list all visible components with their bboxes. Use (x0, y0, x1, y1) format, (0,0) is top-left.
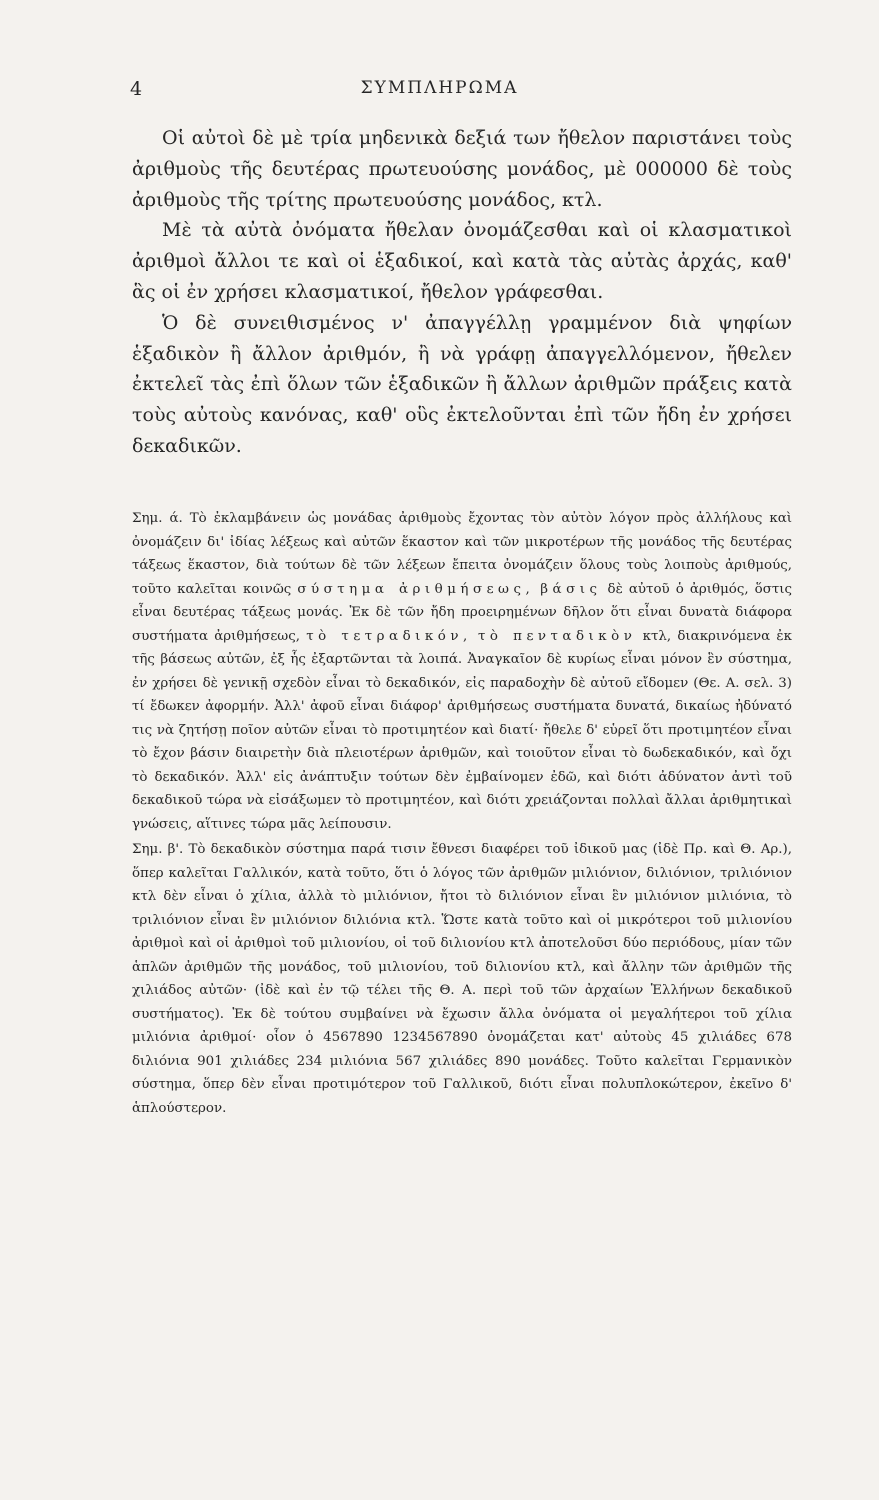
running-head: ΣΥΜΠΛΗΡΩΜΑ (360, 78, 519, 98)
main-paragraph: Οἱ αὐτοὶ δὲ μὲ τρία μηδενικὰ δεξιά των ἤθελον παριστάνει τοὺς ἀριθμοὺς τῆς δευτέρας πρωτευούσης μονάδος, μὲ 000000 δὲ τοὺς ἀριθμοὺς τῆς τρίτης πρωτευούσης μονάδος, κτλ. (132, 127, 792, 211)
note-a (132, 507, 792, 836)
page-number: 4 (130, 78, 143, 100)
page-header (0, 78, 879, 108)
note-text: Σημ. ά. Τὸ ἐκλαμβάνειν ὡς μονάδας ἀριθμοὺς ἔχοντας τὸν αὐτὸν λόγον πρὸς ἀλλήλους καὶ ὀνομάζειν δι' ἰδίας λέξεως καὶ αὐτῶν ἕκαστον καὶ τῶν μικροτέρων τῆς μονάδος τῆς δευτέρας τάξεως ἕκαστον, διὰ τούτων δὲ τῶν λέξεων ἔπειτα ὀνομάζειν ὅλους τοὺς λοιποὺς ἀριθμούς, τοῦτο καλεῖται κοινῶς (132, 511, 792, 597)
spaced-term: σύστημα ἀριθμήσεως, (297, 581, 535, 597)
main-paragraph: Μὲ τὰ αὐτὰ ὀνόματα ἤθελαν ὀνομάζεσθαι καὶ οἱ κλασματικοὶ ἀριθμοὶ ἄλλοι τε καὶ οἱ ἑξαδικοί, καὶ κατὰ τὰς αὐτὰς ἀρχάς, καθ' ἃς οἱ ἐν χρήσει κλασματικοί, ἤθελον γράφεσθαι. (132, 219, 792, 303)
notes-section (132, 507, 792, 1120)
note-b: Σημ. β'. Τὸ δεκαδικὸν σύστημα παρά τισιν ἔθνεσι διαφέρει τοῦ ἰδικοῦ μας (ἰδὲ Πρ. καὶ Θ. Αρ.), ὅπερ καλεῖται Γαλλικόν, κατὰ τοῦτο, ὅτι ὁ λόγος τῶν ἀριθμῶν μιλιόνιον, διλιόνιον, τριλιόνιον κτλ δὲν εἶναι ὁ χίλια, ἀλλὰ τὸ μιλιόνιον, ἤτοι τὸ διλιόνιον εἶναι ἓν μιλιόνιον μιλιόνια, τὸ τριλιόνιον εἶναι ἓν μιλιόνιον διλιόνια κτλ. Ὥστε κατὰ τοῦτο καὶ οἱ μικρότεροι τοῦ μιλιονίου ἀριθμοὶ καὶ οἱ ἀριθμοὶ τοῦ μιλιονίου, οἱ τοῦ διλιονίου κτλ ἀποτελοῦσι δύο περιόδους, μίαν τῶν ἁπλῶν ἀριθμῶν τῆς μονάδος, τοῦ μιλιονίου, τοῦ διλιονίου κτλ, καὶ ἄλλην τῶν ἀριθμῶν τῆς χιλιάδος αὐτῶν· (ἰδὲ καὶ ἐν τῷ τέλει τῆς Θ. Α. περὶ τοῦ τῶν ἀρχαίων Ἑλλήνων δεκαδικοῦ συστήματος). Ἐκ δὲ τούτου συμβαίνει νὰ ἔχωσιν ἄλλα ὀνόματα οἱ μεγαλήτεροι τοῦ χίλια μιλιόνια ἀριθμοί· οἷον ὁ 4567890 1234567890 ὀνομάζεται κατ' αὐτοὺς 45 χιλιάδες 678 διλιόνια 901 χιλιάδες 234 μιλιόνια 567 χιλιάδες 890 μονάδες. Τοῦτο καλεῖται Γερμανικὸν σύστημα, ὅπερ δὲν εἶναι προτιμότερον τοῦ Γαλλικοῦ, διότι εἶναι πολυπλοκώτερον, ἐκεῖνο δ' ἁπλούστερον. (132, 842, 792, 1116)
note-text: κτλ, διακρινόμενα ἐκ τῆς βάσεως αὐτῶν, ἐξ ἧς ἐξαρτῶνται τὰ λοιπά. Ἀναγκαῖον δὲ κυρίως εἶναι μόνον ἓν σύστημα, ἐν χρήσει δὲ γενικῇ σχεδὸν εἶναι τὸ δεκαδικόν, εἰς παραδοχὴν δὲ αὐτοῦ εἴδομεν (Θε. Α. σελ. 3) τί ἔδωκεν ἀφορμήν. Ἀλλ' ἀφοῦ εἶναι διάφορ' ἀριθμήσεως συστήματα δυνατά, δικαίως ἠδύνατό τις νὰ ζητήσῃ ποῖον αὐτῶν εἶναι τὸ προτιμητέον καὶ διατί· ἤθελε δ' εὑρεῖ ὅτι προτιμητέον εἶναι τὸ ἔχον βάσιν διαιρετὴν διὰ πλειοτέρων ἀριθμῶν, καὶ τοιοῦτον εἶναι τὸ δωδεκαδικόν, καὶ ὄχι τὸ δεκαδικόν. Ἀλλ' εἰς ἀνάπτυξιν τούτων δὲν ἐμβαίνομεν ἐδῶ, καὶ διότι ἀδύνατον ἀντὶ τοῦ δεκαδικοῦ τώρα νὰ εἰσάξωμεν τὸ προτιμητέον, καὶ διότι χρειάζονται πολλαὶ ἄλλαι ἀριθμητικαὶ γνώσεις, αἵτινες τώρα μᾶς λείπουσιν. (132, 628, 792, 832)
note-text: δὲ αὐτοῦ ὁ ἀριθμός, ὅστις εἶναι δευτέρας τάξεως μονάς. Ἐκ δὲ τῶν ἤδη προειρημένων δῆλον ὅτι εἶναι δυνατὰ διάφορα συστήματα ἀριθμήσεως, (132, 581, 793, 644)
spaced-term: τὸ πενταδικὸν (477, 628, 637, 644)
spaced-term: τὸ τετραδικόν, (306, 628, 472, 644)
main-text (132, 123, 792, 462)
spaced-term: βάσις (540, 581, 602, 597)
main-paragraph: Ὁ δὲ συνειθισμένος ν' ἀπαγγέλλῃ γραμμένον διὰ ψηφίων ἑξαδικὸν ἢ ἄλλον ἀριθμόν, ἢ νὰ γράφῃ ἀπαγγελλόμενον, ἤθελεν ἐκτελεῖ τὰς ἐπὶ ὅλων τῶν ἑξαδικῶν ἢ ἄλλων ἀριθμῶν πράξεις κατὰ τοὺς αὐτοὺς κανόνας, καθ' οὓς ἐκτελοῦνται ἐπὶ τῶν ἤδη ἐν χρήσει δεκαδικῶν. (132, 311, 792, 457)
